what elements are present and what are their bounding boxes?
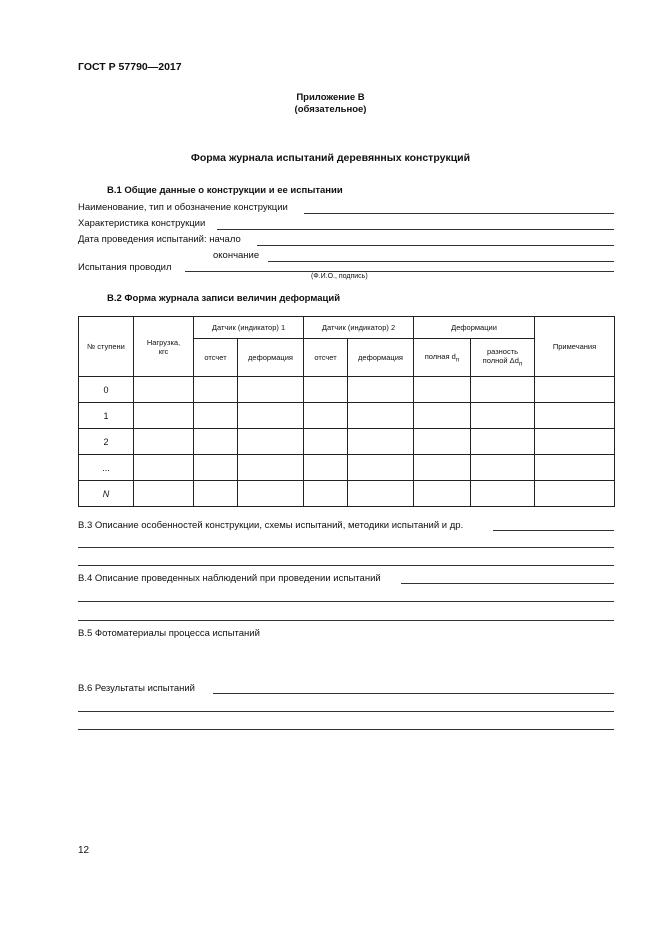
row-step: ...: [79, 455, 134, 481]
field-date-end-line[interactable]: [268, 261, 614, 262]
field-date-start-label: Дата проведения испытаний: начало: [78, 234, 241, 245]
cell-input[interactable]: [471, 429, 535, 455]
cell-input[interactable]: [535, 403, 615, 429]
cell-input[interactable]: [414, 481, 471, 507]
cell-input[interactable]: [471, 377, 535, 403]
header-step: № ступени: [79, 317, 134, 377]
cell-input[interactable]: [348, 481, 414, 507]
cell-input[interactable]: [304, 429, 348, 455]
field-conducted-hint: (Ф.И.О., подпись): [311, 273, 368, 280]
subheader-s2-reading: отсчет: [304, 339, 348, 377]
row-step: 2: [79, 429, 134, 455]
subheader-full-index: n: [455, 356, 460, 364]
cell-input[interactable]: [238, 481, 304, 507]
b6-line-1[interactable]: [78, 711, 614, 712]
field-date-start-line[interactable]: [257, 245, 614, 246]
deformation-journal-table: [78, 316, 615, 507]
cell-input[interactable]: [535, 377, 615, 403]
cell-input[interactable]: [194, 403, 238, 429]
cell-input[interactable]: [194, 481, 238, 507]
section-b2-heading: В.2 Форма журнала записи величин деформаций: [107, 293, 341, 304]
field-name-line[interactable]: [304, 213, 614, 214]
subheader-s1-deformation: деформация: [238, 339, 304, 377]
subheader-s2-deformation: деформация: [348, 339, 414, 377]
table-row: [79, 403, 615, 429]
appendix-status: (обязательное): [294, 104, 367, 115]
cell-input[interactable]: [304, 481, 348, 507]
cell-input[interactable]: [414, 429, 471, 455]
form-title: Форма журнала испытаний деревянных конструкций: [190, 152, 471, 164]
table-row: [79, 429, 615, 455]
header-sensor-2: Датчик (индикатор) 2: [304, 317, 414, 339]
header-sensor-1: Датчик (индикатор) 1: [194, 317, 304, 339]
field-name-label: Наименование, тип и обозначение конструкции: [78, 202, 288, 213]
cell-input[interactable]: [304, 377, 348, 403]
cell-input[interactable]: [304, 455, 348, 481]
field-conducted-label: Испытания проводил: [78, 262, 172, 273]
cell-input[interactable]: [535, 481, 615, 507]
cell-input[interactable]: [471, 403, 535, 429]
subheader-diff-line1: разность: [486, 347, 519, 357]
cell-input[interactable]: [414, 377, 471, 403]
cell-input[interactable]: [238, 377, 304, 403]
page-number: 12: [78, 845, 90, 856]
subheader-s1-reading: отсчет: [194, 339, 238, 377]
subheader-diff-index: n: [518, 360, 523, 368]
cell-input[interactable]: [348, 429, 414, 455]
subheader-full-deformation: [414, 339, 471, 377]
header-deformations: Деформации: [414, 317, 535, 339]
row-step: 1: [79, 403, 134, 429]
section-b6-heading: В.6 Результаты испытаний: [78, 683, 195, 694]
section-b3-heading: В.3 Описание особенностей конструкции, схемы испытаний, методики испытаний и др.: [78, 520, 464, 531]
row-step: 0: [79, 377, 134, 403]
cell-input[interactable]: [348, 455, 414, 481]
b4-line-0[interactable]: [401, 583, 614, 584]
cell-input[interactable]: [414, 403, 471, 429]
section-b1-heading: В.1 Общие данные о конструкции и ее испытании: [107, 185, 343, 196]
table-row: [79, 481, 615, 507]
field-conducted-line[interactable]: [185, 271, 614, 272]
document-code: ГОСТ Р 57790—2017: [78, 61, 182, 73]
field-date-end-label: окончание: [213, 250, 260, 261]
cell-input[interactable]: [134, 429, 194, 455]
table-row: [79, 377, 615, 403]
cell-input[interactable]: [414, 455, 471, 481]
cell-input[interactable]: [238, 455, 304, 481]
header-notes: Примечания: [535, 317, 615, 377]
b3-line-0[interactable]: [493, 530, 614, 531]
field-characteristic-line[interactable]: [217, 229, 614, 230]
cell-input[interactable]: [194, 429, 238, 455]
b4-line-1[interactable]: [78, 601, 614, 602]
cell-input[interactable]: [348, 403, 414, 429]
section-b5-heading: В.5 Фотоматериалы процесса испытаний: [78, 628, 260, 639]
cell-input[interactable]: [535, 455, 615, 481]
cell-input[interactable]: [238, 403, 304, 429]
subheader-diff-line2: полной Δd: [482, 356, 519, 366]
b6-line-0[interactable]: [213, 693, 614, 694]
b4-line-2[interactable]: [78, 620, 614, 621]
cell-input[interactable]: [194, 377, 238, 403]
b3-line-1[interactable]: [78, 547, 614, 548]
cell-input[interactable]: [134, 403, 194, 429]
b3-line-2[interactable]: [78, 565, 614, 566]
subheader-diff-deformation: [471, 339, 535, 377]
cell-input[interactable]: [535, 429, 615, 455]
cell-input[interactable]: [194, 455, 238, 481]
field-characteristic-label: Характеристика конструкции: [78, 218, 206, 229]
b6-line-2[interactable]: [78, 729, 614, 730]
cell-input[interactable]: [471, 455, 535, 481]
section-b4-heading: В.4 Описание проведенных наблюдений при проведении испытаний: [78, 573, 381, 584]
cell-input[interactable]: [134, 481, 194, 507]
cell-input[interactable]: [304, 403, 348, 429]
subheader-full-label: полная d: [424, 351, 456, 361]
table-row: [79, 455, 615, 481]
appendix-label: Приложение В: [296, 92, 365, 103]
cell-input[interactable]: [134, 377, 194, 403]
header-load: Нагрузка, кгс: [134, 317, 194, 377]
cell-input[interactable]: [471, 481, 535, 507]
cell-input[interactable]: [348, 377, 414, 403]
row-step: N: [79, 481, 134, 507]
cell-input[interactable]: [134, 455, 194, 481]
cell-input[interactable]: [238, 429, 304, 455]
